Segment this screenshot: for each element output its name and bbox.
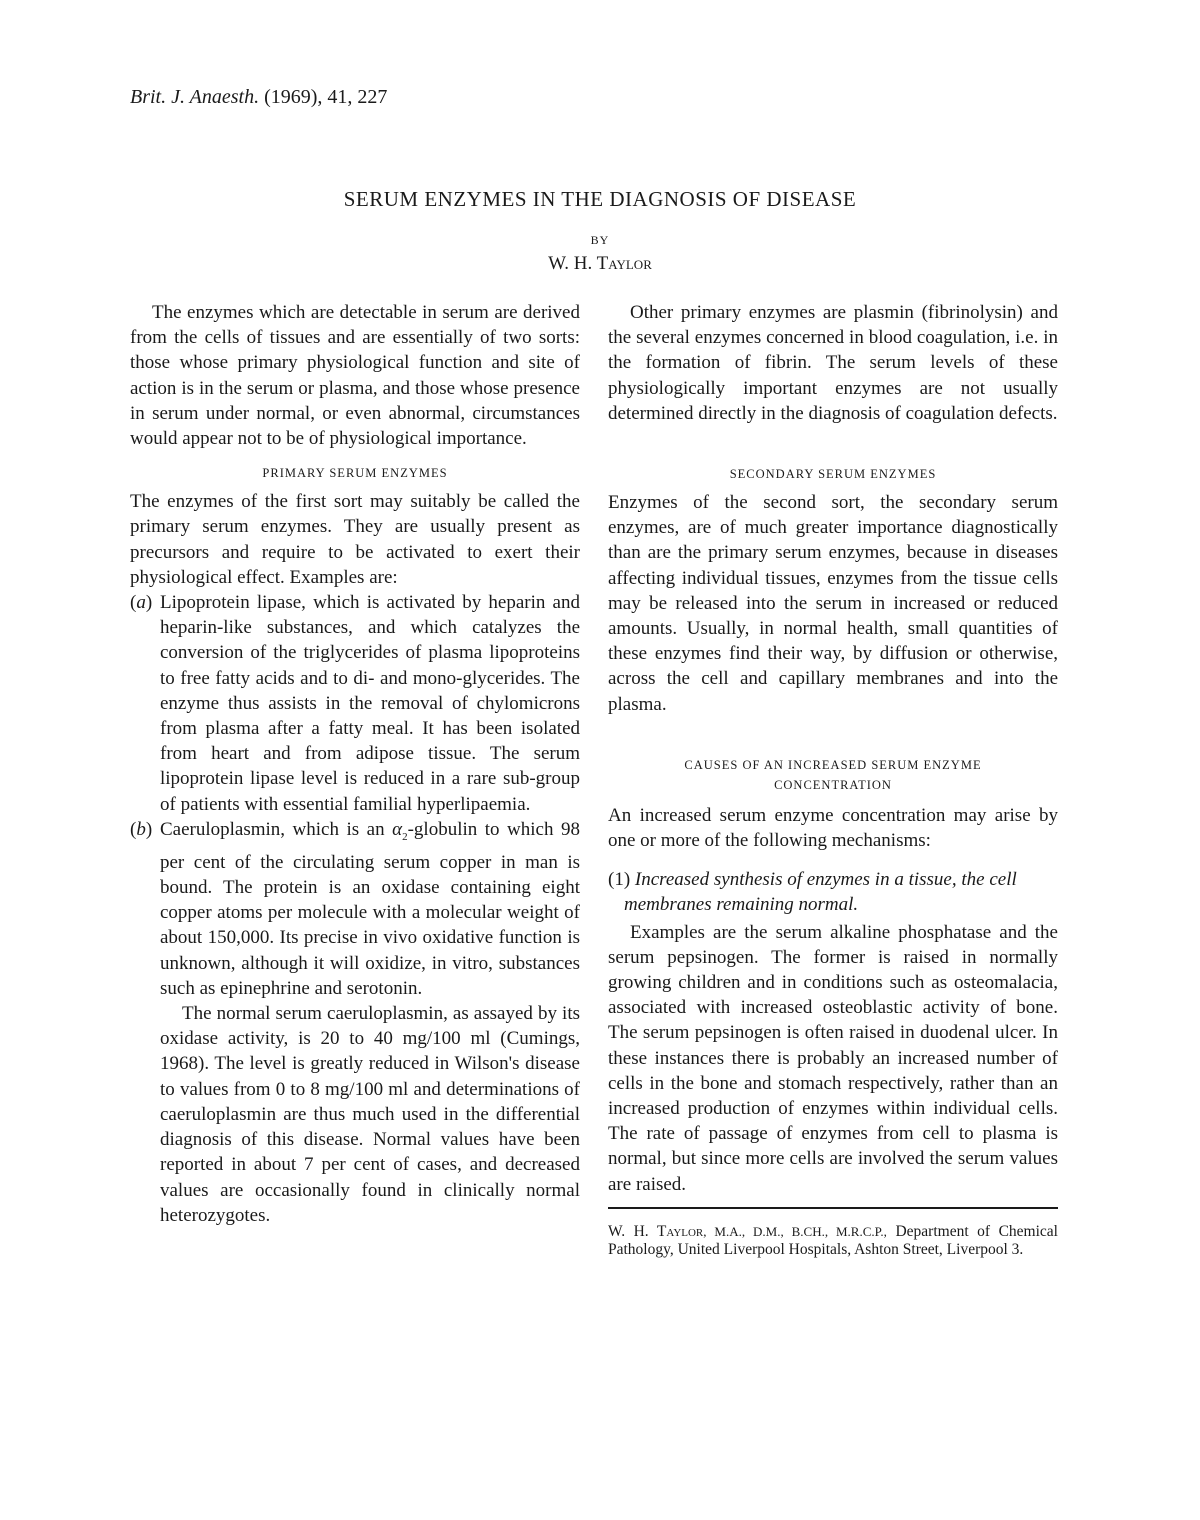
journal-volume-page: (1969), 41, 227 — [264, 86, 388, 108]
secondary-paragraph: Enzymes of the second sort, the secondary serum enzymes, are of much greater importance diagnostically than are the primary serum enzymes, because in diseases affecting individual tissues, enzymes from the tissue cells may be released into the serum in increased or reduced amounts. Usually, in normal health, small quantities of these enzymes find their way, by diffusion or otherwise, across the cell and capillary membranes and into the plasma. — [608, 492, 1058, 715]
list-label-a: (a) — [130, 592, 153, 614]
examples-paragraph: Examples are the serum alkaline phosphatase and the serum pepsinogen. The former is raised in normally growing children and in conditions such as osteomalacia, associated with increased osteoblastic activity of bone. The serum pepsinogen is often raised in duodenal ulcer. In these instances there is probably an increased number of cells in the bone and stomach respectively, rather than an increased production of enzymes within individual cells. The rate of passage of enzymes from cell to plasma is normal, but since more cells are involved the serum values are raised. — [608, 921, 1058, 1195]
other-primary-paragraph: Other primary enzymes are plasmin (fibrinolysin) and the several enzymes concerned in blood coagulation, i.e. in the formation of fibrin. The serum levels of these physiologically important enzymes are not usually determined directly in the diagnosis of coagulation defects. — [608, 302, 1058, 424]
intro-paragraph: The enzymes which are detectable in serum are derived from the cells of tissues and are essentially of two sorts: those whose primary physiological function and site of action is in the serum or plasma, and those whose presence in serum under normal, or even abnormal, circumstances would appear not to be of physiological importance. — [130, 302, 580, 450]
journal-citation — [130, 86, 387, 109]
list-text-a: Lipoprotein lipase, which is activated by heparin and heparin-like substances, and which catalyzes the conversion of the triglycerides of plasma lipoproteins to free fatty acids and to di- and mono-glycerides. The enzyme thus assists in the removal of chylomicrons from plasma after a fatty meal. It has been isolated from heart and from adipose tissue. The serum lipoprotein lipase level is reduced in a rare sub-group of patients with essential familial hyperlipaemia. — [160, 592, 580, 815]
list-text-b-post: -globulin to which 98 per cent of the circulating serum copper in man is bound. The protein is an oxidase containing eight copper atoms per molecule with a molecular weight of about 150,000. Its precise in vivo oxidative function is unknown, although it will oxidize, in vitro, substances such as epinephrine and serotonin. — [160, 818, 580, 999]
causes-paragraph: An increased serum enzyme concentration may arise by one or more of the following mechanisms: — [608, 804, 1058, 852]
alpha-symbol: α — [392, 818, 403, 840]
subheading-text: Increased synthesis of enzymes in a tissue, the cell membranes remaining normal. — [624, 869, 1017, 916]
subheading-number: (1) — [608, 869, 631, 891]
section-heading-primary: PRIMARY SERUM ENZYMES — [262, 466, 448, 481]
section-heading-secondary: SECONDARY SERUM ENZYMES — [729, 467, 937, 482]
section-heading-causes: CAUSES OF AN INCREASED SERUM ENZYME CONCENTRATION — [684, 757, 982, 792]
article-title: SERUM ENZYMES IN THE DIAGNOSIS OF DISEASE — [343, 187, 857, 211]
footnote-author: W. H. Taylor — [608, 1222, 704, 1240]
normal-caeruloplasmin-paragraph: The normal serum caeruloplasmin, as assayed by its oxidase activity, is 20 to 40 mg/100 ml (Cumings, 1968). The level is greatly reduced in Wilson's disease to values from 0 to 8 mg/100 ml and determinations of caeruloplasmin are thus much used in the differential diagnosis of this disease. Normal values have been reported in about 7 per cent of cases, and decreased values are occasionally found in clinically normal heterozygotes. — [160, 1003, 580, 1226]
right-column — [608, 300, 1058, 1259]
primary-paragraph: The enzymes of the first sort may suitably be called the primary serum enzymes. They are usually present as precursors and require to be activated to exert their physiological effect. Examples are: — [130, 491, 580, 588]
footnote-affiliation: Department of Chemical Pathology, United Liverpool Hospitals, Ashton Street, Liverpool 3. — [608, 1222, 1058, 1258]
author-name: W. H. Taylor — [548, 253, 652, 274]
left-column — [130, 300, 580, 1228]
list-text-b-pre: Caeruloplasmin, which is an — [160, 818, 393, 840]
subheading-1 — [608, 867, 1058, 917]
list-item-a — [130, 590, 580, 817]
footnote-rule — [608, 1207, 1058, 1209]
list-item-b — [130, 817, 580, 1001]
byline-by: BY — [590, 233, 610, 247]
author-footnote — [608, 1223, 1058, 1259]
footnote-degrees: , M.A., D.M., B.CH., M.R.C.P., — [703, 1223, 887, 1239]
alpha-subscript: 2 — [402, 830, 408, 843]
list-label-b: (b) — [130, 818, 153, 840]
journal-name: Brit. J. Anaesth. — [130, 86, 260, 108]
